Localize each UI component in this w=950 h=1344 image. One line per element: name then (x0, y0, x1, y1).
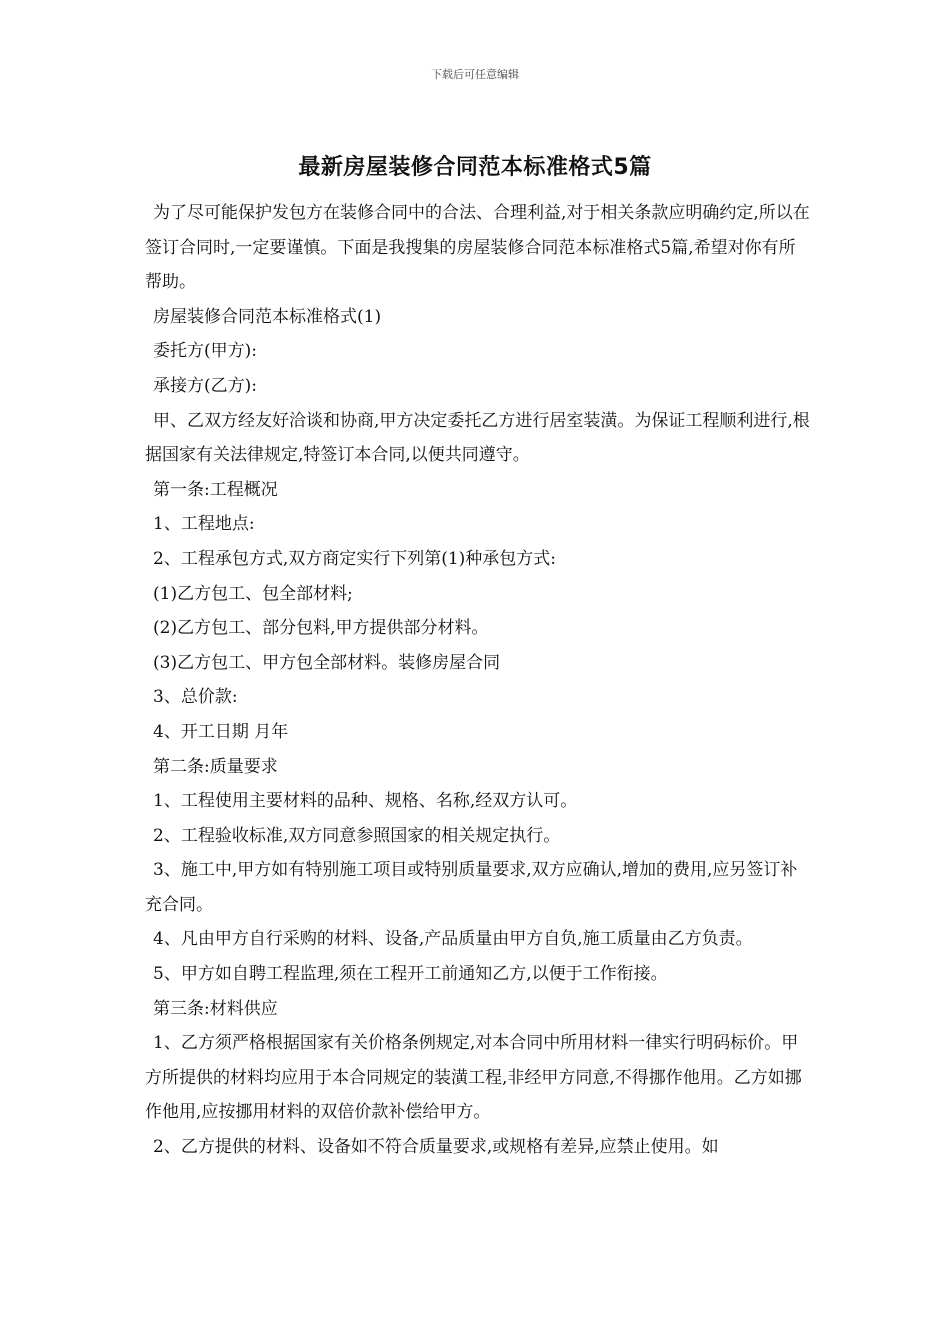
paragraph-intro: 为了尽可能保护发包方在装修合同中的合法、合理利益,对于相关条款应明确约定,所以在签订合同时,一定要谨慎。下面是我搜集的房屋装修合同范本标准格式5篇,希望对你有所帮助。 (145, 203, 810, 293)
paragraph-article-2: 第二条:质量要求 (153, 756, 278, 777)
paragraph-item: 3、总价款: (153, 687, 238, 708)
paragraph-item: 2、工程承包方式,双方商定实行下列第(1)种承包方式: (153, 548, 557, 569)
paragraph-preamble: 甲、乙双方经友好洽谈和协商,甲方决定委托乙方进行居室装潢。为保证工程顺利进行,根据国家有关法律规定,特签订本合同,以便共同遵守。 (145, 410, 810, 466)
paragraph-item: 1、乙方须严格根据国家有关价格条例规定,对本合同中所用材料一律实行明码标价。甲方所提供的材料均应用于本合同规定的装潢工程,非经甲方同意,不得挪作他用。乙方如挪作他用,应按挪用材料的双倍价款补偿给甲方。 (145, 1033, 802, 1123)
paragraph-item: (2)乙方包工、部分包料,甲方提供部分材料。 (153, 618, 489, 639)
paragraph-item: 4、开工日期 月年 (153, 721, 289, 742)
paragraph-item: (3)乙方包工、甲方包全部材料。装修房屋合同 (153, 652, 501, 673)
paragraph-item: 2、乙方提供的材料、设备如不符合质量要求,或规格有差异,应禁止使用。如 (153, 1137, 719, 1158)
document-body (145, 196, 810, 1165)
paragraph-item: 1、工程使用主要材料的品种、规格、名称,经双方认可。 (153, 791, 578, 812)
page-header-note: 下载后可任意编辑 (431, 68, 519, 81)
document-title: 最新房屋装修合同范本标准格式5篇 (298, 155, 652, 180)
paragraph-party-b: 承接方(乙方): (153, 375, 257, 396)
paragraph-article-3: 第三条:材料供应 (153, 998, 278, 1019)
paragraph-item: 1、工程地点: (153, 514, 255, 535)
paragraph-item: 4、凡由甲方自行采购的材料、设备,产品质量由甲方自负,施工质量由乙方负责。 (153, 929, 753, 950)
paragraph-item: 2、工程验收标准,双方同意参照国家的相关规定执行。 (153, 825, 561, 846)
paragraph-party-a: 委托方(甲方): (153, 341, 257, 362)
paragraph-item: 5、甲方如自聘工程监理,须在工程开工前通知乙方,以便于工作衔接。 (153, 964, 668, 985)
paragraph-section-heading: 房屋装修合同范本标准格式(1) (153, 306, 382, 327)
paragraph-item: 3、施工中,甲方如有特别施工项目或特别质量要求,双方应确认,增加的费用,应另签订补充合同。 (145, 860, 798, 915)
paragraph-article-1: 第一条:工程概况 (153, 479, 278, 500)
paragraph-item: (1)乙方包工、包全部材料; (153, 583, 353, 604)
